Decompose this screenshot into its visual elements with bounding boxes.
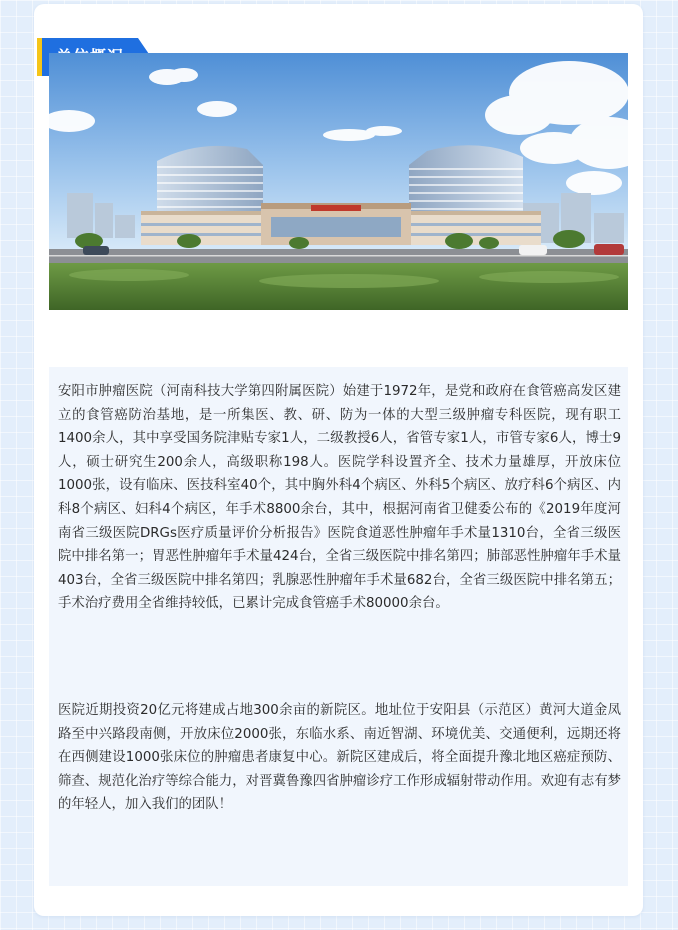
introduction-paragraph-1: 安阳市肿瘤医院（河南科技大学第四附属医院）始建于1972年，是党和政府在食管癌高发区建立的食管癌防治基地，是一所集医、教、研、防为一体的大型三级肿瘤专科医院，现有职工1400余人，其中享受国务院津贴专家1人，二级教授6人，省管专家1人，市管专家6人，博士9人，硕士研究生200余人，高级职称198人。医院学科设置齐全、技术力量雄厚，开放床位1000张，设有临床、医技科室40个，其中胸外科4个病区、外科5个病区、放疗科6个病区、内科8个病区、妇科4个病区，年手术8800余台，其中，根据河南省卫健委公布的《2019年度河南省三级医院DRGs医疗质量评价分析报告》医院食道恶性肿瘤年手术量1310台，全省三级医院中排名第一；胃恶性肿瘤年手术量424台，全省三级医院中排名第四；肺部恶性肿瘤年手术量403台，全省三级医院中排名第四；乳腺恶性肿瘤年手术量682台，全省三级医院中排名第五；手术治疗费用全省维持较低，已累计完成食管癌手术80000余台。 [58, 384, 621, 612]
hospital-building-illustration [49, 53, 628, 310]
introduction-text-panel [49, 367, 628, 886]
introduction-paragraph-2: 医院近期投资20亿元将建成占地300余亩的新院区。地址位于安阳县（示范区）黄河大道金凤路至中兴路段南侧，开放床位2000张，东临水系、南近智湖、环境优美、交通便利，远期还将在西侧建设1000张床位的肿瘤患者康复中心。新院区建成后，将全面提升豫北地区癌症预防、筛查、规范化治疗等综合能力，对晋冀鲁豫四省肿瘤诊疗工作形成辐射带动作用。欢迎有志有梦的年轻人，加入我们的团队！ [58, 703, 621, 813]
